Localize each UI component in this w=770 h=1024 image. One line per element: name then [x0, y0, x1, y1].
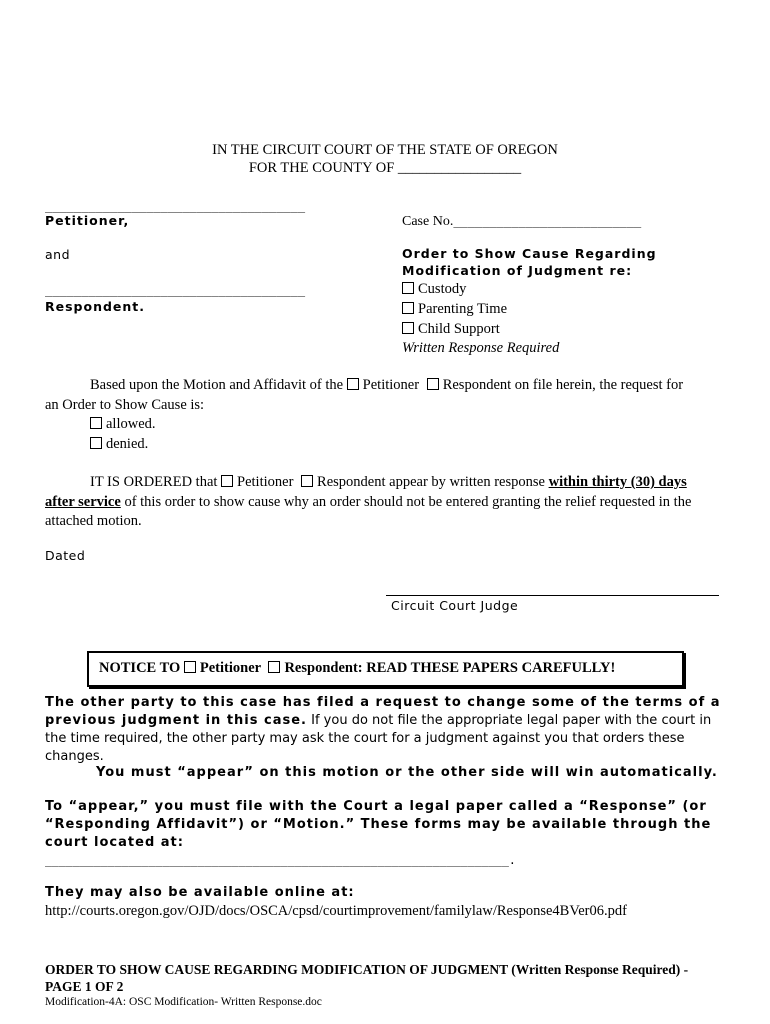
motion-paragraph-line2: an Order to Show Cause is:: [45, 397, 205, 413]
checkbox-icon[interactable]: [184, 661, 196, 673]
order-title-line2: Modification of Judgment re:: [402, 263, 633, 278]
notice-petitioner-label: Petitioner: [199, 660, 261, 676]
checkbox-icon[interactable]: [90, 417, 102, 429]
notice-p2-bold: You must “appear” on this motion or the other side will win automatically.: [96, 765, 718, 780]
notice-p1-rest: If you do not file the appropriate legal paper with the court in the time required, the other party may ask the court for a judgment against you that orders these changes.: [45, 713, 712, 764]
notice-respondent-label: Respondent: READ THESE PAPERS CAREFULLY!: [284, 660, 616, 676]
notice-p3-bold: To “appear,” you must file with the Court a legal paper called a “Response” (or “Responding Affidavit”) or “Motion.” These forms may be available through the court located at:: [45, 799, 712, 850]
respondent-label: Respondent.: [45, 299, 146, 314]
deadline-text: within thirty (30) days: [548, 474, 687, 490]
ordered-paragraph-line2: [45, 493, 691, 512]
court-location-blank[interactable]: ___________________________________________________________________.: [45, 853, 516, 867]
case-number-label: Case No.: [402, 214, 454, 229]
respondent-blank-line[interactable]: ____________________________________: [45, 283, 306, 297]
petitioner-option-label: Petitioner: [362, 377, 420, 393]
checkbox-icon[interactable]: [301, 475, 313, 487]
case-number-blank[interactable]: __________________________: [453, 214, 642, 228]
checkbox-icon[interactable]: [268, 661, 280, 673]
checkbox-icon[interactable]: [402, 322, 414, 334]
option-child-support-label: Child Support: [418, 321, 500, 337]
petitioner-blank-line[interactable]: ____________________________________: [45, 199, 306, 213]
written-response-note: Written Response Required: [402, 340, 560, 356]
option-child-support[interactable]: [402, 320, 500, 339]
notice-paragraph-4: [45, 884, 355, 902]
notice-prefix: NOTICE TO: [99, 660, 181, 676]
forms-url-link[interactable]: http://courts.oregon.gov/OJD/docs/OSCA/cpsd/courtimprovement/familylaw/Response4BVer06.pdf: [45, 903, 627, 919]
checkbox-icon[interactable]: [402, 302, 414, 314]
petitioner-label: Petitioner,: [45, 213, 130, 228]
option-custody-label: Custody: [418, 281, 467, 297]
checkbox-icon[interactable]: [427, 378, 439, 390]
after-service-text: after service: [45, 494, 121, 510]
denied-label: denied.: [106, 436, 149, 452]
allowed-label: allowed.: [106, 416, 156, 432]
motion-text: Based upon the Motion and Affidavit of the: [90, 377, 344, 393]
footer-filename: Modification-4A: OSC Modification- Written Response.doc: [45, 996, 322, 1008]
ordered-paragraph-line3: attached motion.: [45, 513, 142, 529]
checkbox-icon[interactable]: [221, 475, 233, 487]
judge-label: Circuit Court Judge: [391, 598, 519, 613]
option-custody[interactable]: [402, 280, 466, 299]
ordered-text-line2: of this order to show cause why an order should not be entered granting the relief requested in the: [124, 494, 692, 510]
notice-paragraph-2: [96, 764, 718, 782]
court-header-line1: IN THE CIRCUIT COURT OF THE STATE OF OREGON: [212, 142, 558, 158]
and-label: and: [45, 247, 71, 262]
notice-paragraph-3: [45, 798, 725, 852]
ordered-text: IT IS ORDERED that: [90, 474, 218, 490]
notice-paragraph-1: [45, 694, 725, 766]
ordered-paragraph-line1: [90, 473, 687, 492]
checkbox-icon[interactable]: [402, 282, 414, 294]
checkbox-icon[interactable]: [90, 437, 102, 449]
court-header-line2: FOR THE COUNTY OF _________________: [248, 160, 522, 176]
notice-heading: [99, 660, 615, 677]
footer-title: ORDER TO SHOW CAUSE REGARDING MODIFICATION OF JUDGMENT (Written Response Required) -: [45, 962, 689, 977]
dated-label: Dated: [45, 548, 86, 563]
allowed-option[interactable]: [90, 415, 156, 434]
option-parenting-time[interactable]: [402, 300, 507, 319]
footer-page: PAGE 1 OF 2: [45, 979, 124, 994]
order-title-line1: Order to Show Cause Regarding: [402, 246, 657, 261]
motion-text-cont: on file herein, the request for: [514, 377, 684, 393]
respondent-option-label: Respondent: [317, 474, 386, 490]
denied-option[interactable]: [90, 435, 148, 454]
option-parenting-time-label: Parenting Time: [418, 301, 508, 317]
case-number-field[interactable]: [402, 212, 641, 230]
notice-p4-bold: They may also be available online at:: [45, 885, 355, 900]
judge-signature-line[interactable]: [386, 595, 719, 596]
motion-paragraph-line1: [90, 376, 683, 395]
checkbox-icon[interactable]: [347, 378, 359, 390]
notice-box: [87, 651, 684, 687]
petitioner-option-label: Petitioner: [237, 474, 294, 490]
notice-p1-bold: The other party to this case has filed a request to change some of the terms of a previous judgment in this case.: [45, 695, 721, 728]
ordered-text-cont: appear by written response: [389, 474, 545, 490]
respondent-option-label: Respondent: [442, 377, 512, 393]
